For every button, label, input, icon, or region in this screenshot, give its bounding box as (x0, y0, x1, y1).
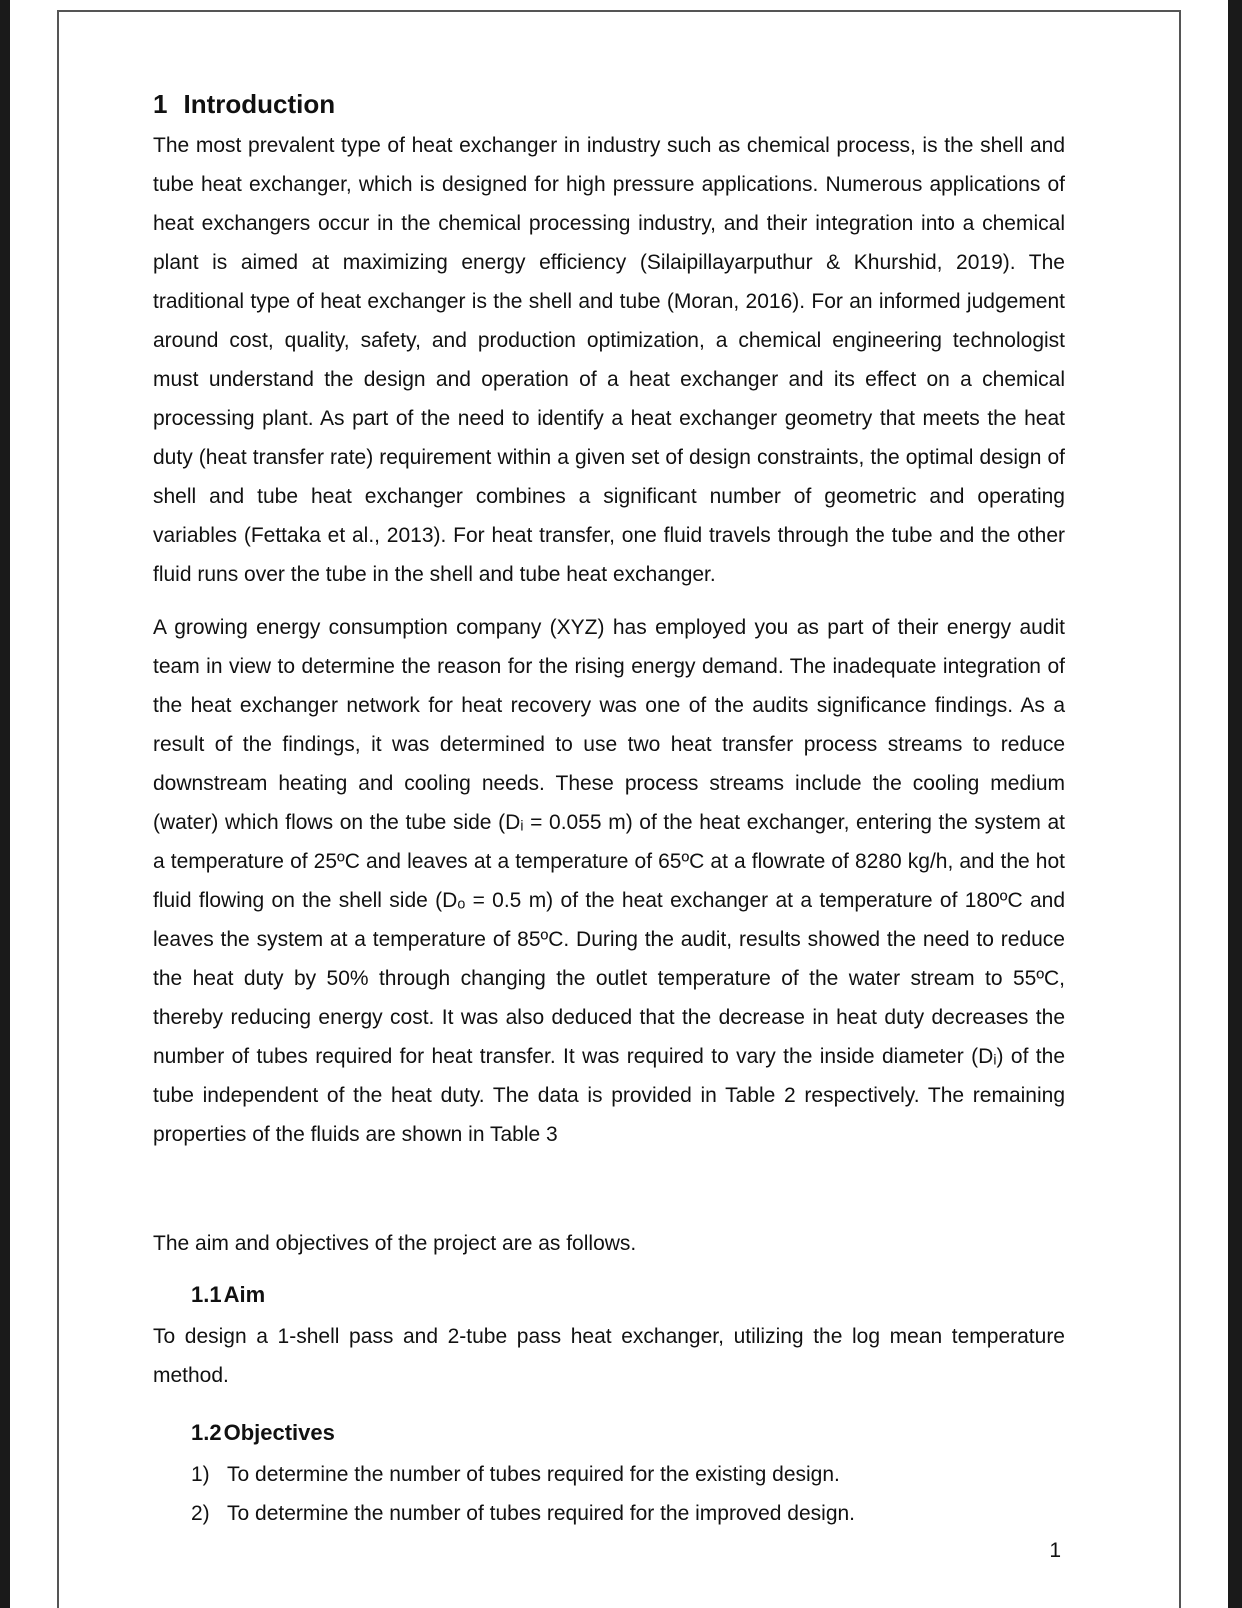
objectives-number: 1.2 (191, 1420, 222, 1445)
left-border (0, 0, 10, 1608)
aim-title: Aim (223, 1282, 266, 1307)
list-item-text: To determine the number of tubes required for the improved design. (227, 1502, 856, 1525)
document-page (57, 10, 1181, 1608)
intro-paragraph-1: The most prevalent type of heat exchanger in industry such as chemical process, is the shell and tube heat exchanger, which is designed for high pressure applications. Numerous applications of heat exchangers occur in the chemical processing industry, and their integration into a chemical plant is aimed at maximizing energy efficiency (Silaipillayarputhur & Khurshid, 2019). The traditional type of heat exchanger is the shell and tube (Moran, 2016). For an informed judgement around cost, quality, safety, and production optimization, a chemical engineering technologist must understand the design and operation of a heat exchanger and its effect on a chemical processing plant. As part of the need to identify a heat exchanger geometry that meets the heat duty (heat transfer rate) requirement within a given set of design constraints, the optimal design of shell and tube heat exchanger combines a significant number of geometric and operating variables (Fettaka et al., 2013). For heat transfer, one fluid travels through the tube and the other fluid runs over the tube in the shell and tube heat exchanger. (153, 134, 1065, 586)
section-heading (153, 84, 1065, 124)
objectives-title: Objectives (223, 1420, 335, 1445)
page-content (153, 84, 1065, 1533)
list-item-text: To determine the number of tubes required for the existing design. (227, 1463, 840, 1486)
list-item (191, 1494, 1065, 1533)
objectives-heading (191, 1415, 1065, 1451)
page-number: 1 (1049, 1539, 1061, 1562)
intro-paragraph-2: A growing energy consumption company (XYZ) has employed you as part of their energy audit team in view to determine the reason for the rising energy demand. The inadequate integration of the heat exchanger network for heat recovery was one of the audits significance findings. As a result of the findings, it was determined to use two heat transfer process streams to reduce downstream heating and cooling needs. These process streams include the cooling medium (water) which flows on the tube side (Dᵢ = 0.055 m) of the heat exchanger, entering the system at a temperature of 25ºC and leaves at a temperature of 65ºC at a flowrate of 8280 kg/h, and the hot fluid flowing on the shell side (Dₒ = 0.5 m) of the heat exchanger at a temperature of 180ºC and leaves the system at a temperature of 85ºC. During the audit, results showed the need to reduce the heat duty by 50% through changing the outlet temperature of the water stream to 55ºC, thereby reducing energy cost. It was also deduced that the decrease in heat duty decreases the number of tubes required for heat transfer. It was required to vary the inside diameter (Dᵢ) of the tube independent of the heat duty. The data is provided in Table 2 respectively. The remaining properties of the fluids are shown in Table 3 (153, 616, 1065, 1146)
section-title: Introduction (183, 89, 336, 119)
aim-number: 1.1 (191, 1282, 222, 1307)
right-border (1228, 0, 1242, 1608)
objectives-list (153, 1455, 1065, 1533)
aim-heading (191, 1277, 1065, 1313)
list-item-number: 2) (191, 1502, 210, 1525)
list-item-number: 1) (191, 1463, 210, 1486)
aim-text: To design a 1-shell pass and 2-tube pass heat exchanger, utilizing the log mean temperature method. (153, 1325, 1065, 1387)
list-item (191, 1455, 1065, 1494)
section-number: 1 (153, 89, 168, 119)
aims-intro: The aim and objectives of the project are as follows. (153, 1232, 637, 1255)
